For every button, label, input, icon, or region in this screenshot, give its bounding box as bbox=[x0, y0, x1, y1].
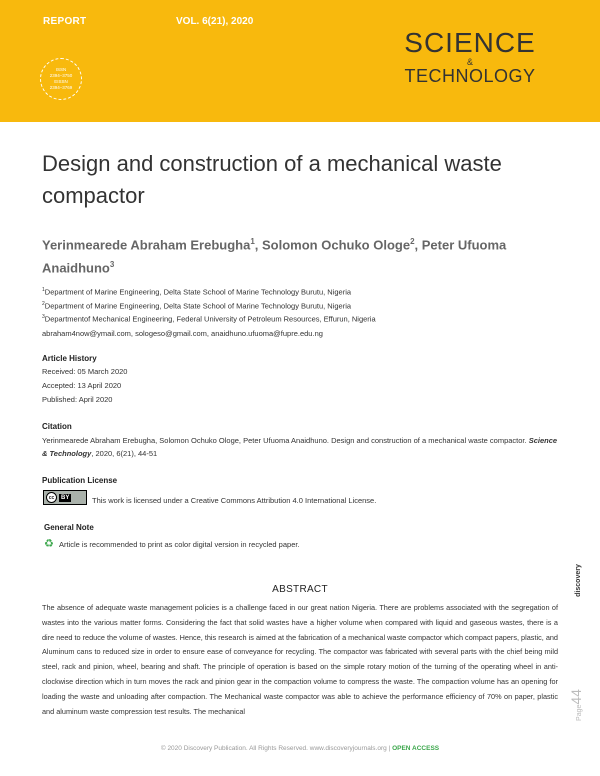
page-number-value: 44 bbox=[568, 689, 584, 705]
author-affil-sup: 2 bbox=[410, 237, 415, 246]
brand-ampersand: & bbox=[466, 57, 473, 67]
affiliation-2 bbox=[42, 301, 351, 311]
cc-by-badge[interactable] bbox=[43, 490, 87, 505]
issn-line: 2394–3750 bbox=[49, 73, 73, 78]
page-word: Page bbox=[576, 704, 583, 721]
copyright-text: © 2020 Discovery Publication. All Rights Reserved. www.discoveryjournals.org bbox=[160, 745, 387, 752]
accepted-date: Accepted: 13 April 2020 bbox=[42, 381, 122, 390]
abstract-heading: ABSTRACT bbox=[272, 584, 328, 595]
page-footer bbox=[0, 745, 600, 752]
citation-body: Yerinmearede Abraham Erebugha, Solomon Ochuko Ologe, Peter Ufuoma Anaidhuno. Design and construction of a mechanical waste compactor. bbox=[42, 436, 529, 445]
affil-text: Department of Marine Engineering, Delta State School of Marine Technology Burutu, Nigeria bbox=[44, 287, 352, 297]
affil-sup: 2 bbox=[42, 301, 45, 307]
brand-word-science: SCIENCE bbox=[404, 27, 536, 58]
issn-line: 2394–3769 bbox=[49, 85, 73, 90]
author-list bbox=[42, 232, 562, 279]
page-number bbox=[566, 685, 586, 725]
report-label: REPORT bbox=[43, 16, 87, 27]
author-separator: , bbox=[414, 237, 422, 253]
received-date: Received: 05 March 2020 bbox=[42, 367, 128, 376]
author-name: Yerinmearede Abraham Erebugha bbox=[42, 237, 251, 253]
license-heading: Publication License bbox=[42, 476, 118, 485]
published-date: Published: April 2020 bbox=[42, 395, 113, 404]
license-text[interactable]: This work is licensed under a Creative Commons Attribution 4.0 International License. bbox=[92, 496, 377, 505]
issn-line: EISSN bbox=[54, 79, 68, 84]
general-note-text: Article is recommended to print as color digital version in recycled paper. bbox=[59, 540, 300, 549]
discovery-logo-text: discovery bbox=[574, 563, 582, 597]
citation-volume: , 2020, 6(21), 44-51 bbox=[91, 449, 158, 458]
article-history-heading: Article History bbox=[42, 354, 97, 363]
open-access-label: OPEN ACCESS bbox=[392, 745, 440, 752]
abstract-body: The absence of adequate waste management policies is a challenge faced in our great nation Nigeria. There are problems associated with the segregation of wastes into the various matter forms. Considering the fact that solid wastes have a higher volume when compared with liquid and gaseous wastes, there is a dire need to reduce the volume of wastes. Hence, this research is aimed at the fabrication of a mechanical waste compactor which compact papers, plastic, and Aluminum cans to reduced size in order to ensure ease of conveyance for recycling. The compactor was fabricated with several parts with the chief being mild steel, rack and pinion, wheel, bearing and shaft. The principle of operation is based on the simple rotary motion of the turning of the operating wheel in anti-clockwise direction which in turn moves the rack and pinion gear in the compaction volume to compress the waste. The compaction volume has an opening for loading the waste and unloading after compaction. The Mechanical waste compactor was able to achieve the performance efficiency of 70% on paper, plastic and aluminum waste compression test results. The mechanical bbox=[42, 603, 558, 716]
affiliation-3 bbox=[42, 314, 376, 324]
author-name: Solomon Ochuko Ologe bbox=[262, 237, 411, 253]
citation-journal: Science & Technology bbox=[42, 436, 558, 458]
affil-sup: 1 bbox=[42, 287, 45, 293]
brand-word-technology: TECHNOLOGY bbox=[404, 66, 536, 86]
affil-text: Department of Marine Engineering, Delta State School of Marine Technology Burutu, Nigeria bbox=[44, 301, 352, 311]
footer-separator: | bbox=[388, 745, 391, 752]
author-separator: , bbox=[254, 237, 263, 253]
issn-line: ISSN bbox=[55, 67, 67, 72]
affiliation-1 bbox=[42, 287, 351, 297]
recycle-icon: ♻ bbox=[44, 538, 54, 550]
author-affil-sup: 3 bbox=[109, 260, 115, 270]
general-note-heading: General Note bbox=[44, 523, 94, 532]
cc-icon: cc bbox=[46, 492, 57, 503]
author-name: Peter Ufuoma Anaidhuno bbox=[42, 237, 507, 276]
citation-heading: Citation bbox=[42, 422, 72, 431]
volume-label: VOL. 6(21), 2020 bbox=[176, 16, 254, 27]
discovery-logo bbox=[563, 560, 593, 600]
author-affil-sup: 1 bbox=[250, 237, 255, 246]
author-emails[interactable]: abraham4now@ymail.com, sologeso@gmail.com, anaidhuno.ufuoma@fupre.edu.ng bbox=[42, 329, 323, 338]
affil-text: Departmentof Mechanical Engineering, Federal University of Petroleum Resources, Effurun, Nigeria bbox=[44, 314, 376, 324]
by-icon: BY bbox=[61, 494, 70, 501]
paper-title: Design and construction of a mechanical waste compactor bbox=[42, 151, 502, 208]
citation-text bbox=[42, 434, 562, 460]
affil-sup: 3 bbox=[42, 314, 45, 320]
journal-brand bbox=[400, 28, 540, 86]
issn-seal bbox=[40, 58, 82, 100]
